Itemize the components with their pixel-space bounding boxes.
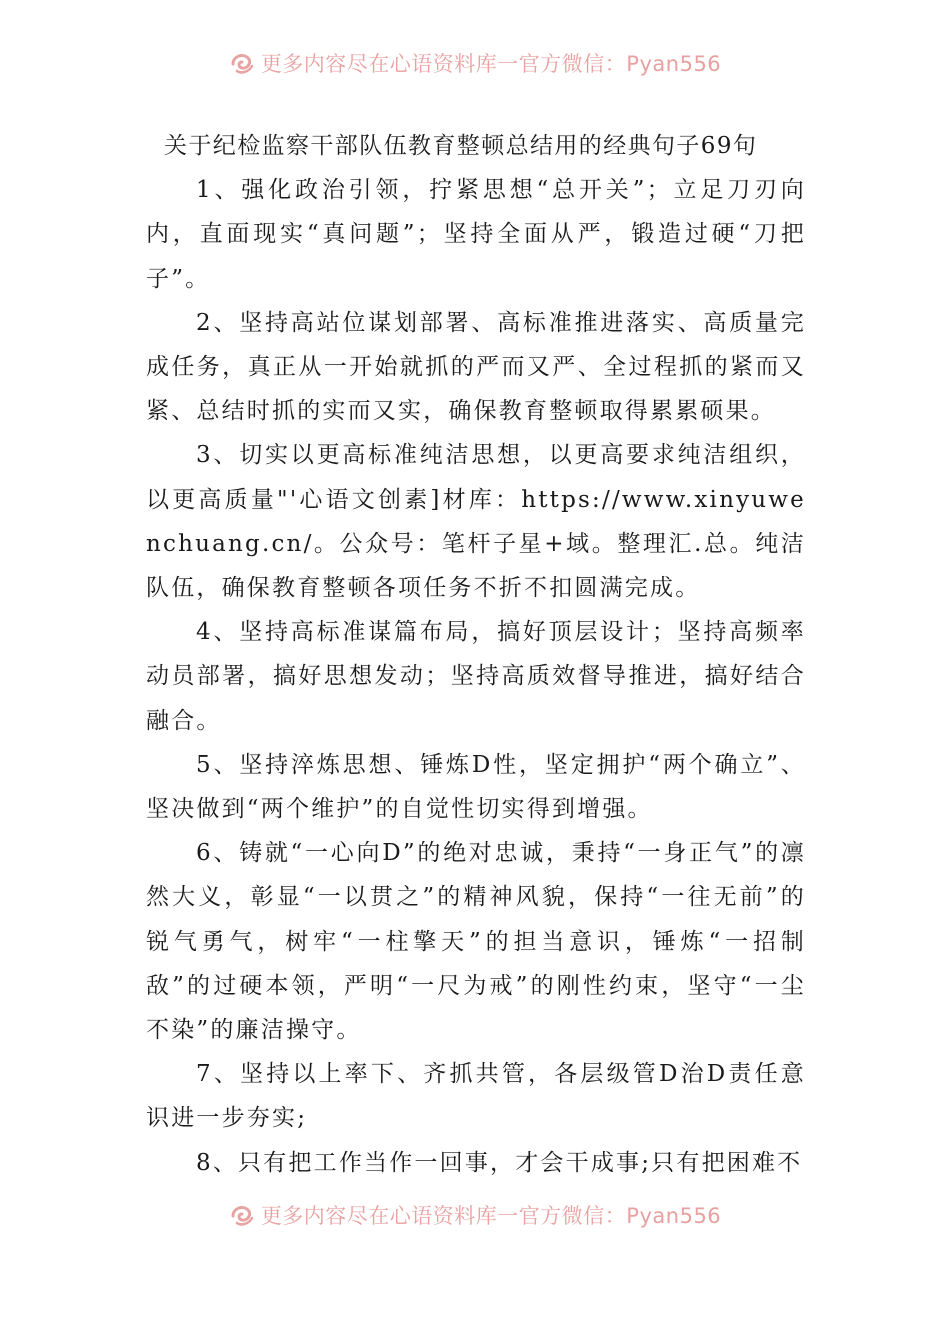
paragraph-2: 2、坚持高站位谋划部署、高标准推进落实、高质量完成任务，真正从一开始就抓的严而又严、全过程抓的紧而又紧、总结时抓的实而又实，确保教育整顿取得累累硕果。: [146, 309, 806, 425]
document-title: 关于纪检监察干部队伍教育整顿总结用的经典句子69句: [164, 133, 758, 159]
paragraph-6: 6、铸就“一心向D”的绝对忠诚，秉持“一身正气”的凛然大义，彰显“一以贯之”的精神风貌，保持“一往无前”的锐气勇气，树牢“一柱擎天”的担当意识，锤炼“一招制敌”的过硬本领，严明“一尺为戒”的刚性约束，坚守“一尘不染”的廉洁操守。: [146, 840, 806, 1044]
watermark-banner-bottom: [0, 1202, 950, 1242]
watermark-text: 更多内容尽在心语资料库一官方微信：Pyan556: [260, 1204, 722, 1228]
paragraph-1: 1、强化政治引领，拧紧思想“总开关”；立足刀刃向内，直面现实“真问题”；坚持全面从严，锻造过硬“刀把子”。: [146, 177, 806, 292]
watermark-content: [229, 1202, 721, 1230]
watermark-text: 更多内容尽在心语资料库一官方微信：Pyan556: [260, 52, 722, 76]
paragraph-4: 4、坚持高标准谋篇布局，搞好顶层设计；坚持高频率动员部署，搞好思想发动；坚持高质效督导推进，搞好结合融合。: [146, 619, 806, 734]
document-body: [146, 124, 806, 1185]
watermark-banner-top: [0, 50, 950, 90]
paragraph-7: 7、坚持以上率下、齐抓共管，各层级管D治D责任意识进一步夯实;: [146, 1061, 806, 1132]
paragraph-8: 8、只有把工作当作一回事，才会干成事;只有把困难不: [196, 1149, 803, 1176]
swirl-logo-icon: [229, 1202, 255, 1228]
paragraph-5: 5、坚持淬炼思想、锤炼D性，坚定拥护“两个确立”、坚决做到“两个维护”的自觉性切实得到增强。: [146, 751, 806, 823]
paragraph-3: 3、切实以更高标准纯洁思想，以更高要求纯洁组织，以更高质量"'心语文创素]材库：https://www.xinyuwenchuang.cn/。公众号：笔杆子星+域。整理汇.总。纯洁队伍，确保教育整顿各项任务不折不扣圆满完成。: [146, 442, 806, 602]
watermark-content: [229, 50, 721, 78]
swirl-logo-icon: [229, 50, 255, 76]
